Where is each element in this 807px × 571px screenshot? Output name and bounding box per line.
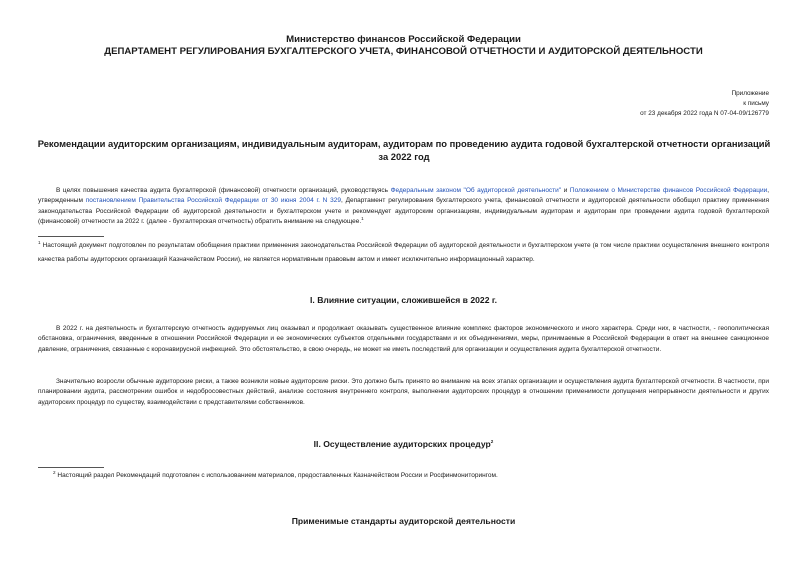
intro-paragraph [38,186,769,228]
intro-text-3: , утвержденным [38,187,770,205]
section-2-heading [0,438,807,450]
footnote-divider-1 [38,236,104,237]
footnote-ref-2[interactable]: 2 [490,439,494,445]
document-title: Рекомендации аудиторским организациям, индивидуальным аудиторам, аудиторам по проведению аудита годовой бухгалтерской отчетности организаций за 2022 год [37,138,771,162]
intro-text-2: и [561,187,570,194]
footnote-2-text: Настоящий раздел Рекомендаций подготовлен с использованием материалов, предоставленных Казначейством России и Росфинмониторингом. [57,472,498,479]
appendix-label: Приложение [731,90,769,97]
footnote-2-mark: 2 [53,469,56,475]
footnote-1-text: Настоящий документ подготовлен по результатам обобщения практики применения законодательства Российской Федерации об аудиторской деятельности и бухгалтерском учете (в том числе практики осуществления внешнего контроля качества работы аудиторских организаций Казначейством России), не является нормативным правовым актом и имеет исключительно информационный характер. [38,242,769,263]
intro-text-1: В целях повышения качества аудита бухгалтерской (финансовой) отчетности организаций, руководствуясь [56,187,391,194]
footnote-divider-2 [38,467,104,468]
section-1-heading: I. Влияние ситуации, сложившейся в 2022 г. [310,295,497,305]
section-1-paragraph-1: В 2022 г. на деятельность и бухгалтерскую отчетность аудируемых лиц оказывал и продолжает оказывать существенное влияние комплекс факторов экономического и иного характера. Среди них, в частности, - геополитическая обстановка, ограничения, введенные в отношении Российской Федерации и ее экономических субъектов отдельными государствами и их объединениями, меры, принимаемые в Российской Федерации в ответ на внешнее санкционное давление, ограничения, связанные с коронавирусной инфекцией. Это обстоятельство, в свою очередь, не может не иметь последствий для организации и осуществления аудита бухгалтерской отчетности. [38,325,769,353]
intro-text-4: , Департамент регулирования бухгалтерского учета, финансовой отчетности и аудиторской деятельности обобщил практику применения законодательства Российской Федерации об аудиторской деятельности и бухгалтерском учете и рекомендует аудиторским организациям, индивидуальным аудиторам и аудиторам при проведении аудита годовой бухгалтерской (финансовой) отчетности за 2022 г. (далее - бухгалтерская отчетность) обратить внимание на следующее. [38,197,769,226]
subsection-heading: Применимые стандарты аудиторской деятельности [291,516,516,526]
appendix-to-letter: к письму [743,100,769,107]
link-government-decree[interactable]: постановлением Правительства Российской Федерации от 30 июня 2004 г. N 329 [85,197,342,205]
appendix-letter-ref: от 23 декабря 2022 года N 07-04-09/126779 [640,110,769,117]
appendix-block [369,89,769,119]
ministry-name: Министерство финансов Российской Федерации [286,34,521,45]
footnote-2 [53,471,769,481]
footnote-ref-1[interactable]: 1 [361,216,364,222]
link-audit-law[interactable]: Федеральным законом "Об аудиторской деятельности" [390,187,562,194]
section-2-heading-text: II. Осуществление аудиторских процедур [313,439,491,449]
footnote-1 [38,239,769,267]
department-name: ДЕПАРТАМЕНТ РЕГУЛИРОВАНИЯ БУХГАЛТЕРСКОГО УЧЕТА, ФИНАНСОВОЙ ОТЧЕТНОСТИ И АУДИТОРСКОЙ ДЕЯТЕЛЬНОСТИ [104,46,703,57]
link-ministry-regulation[interactable]: Положением о Министерстве финансов Российской Федерации [569,187,768,194]
section-1-paragraph-2: Значительно возросли обычные аудиторские риски, а также возникли новые аудиторские риски. Это должно быть принято во внимание на всех этапах организации и осуществления аудита бухгалтерской отчетности. В частности, при планировании аудита, рассмотрении ошибок и недобросовестных действий, анализе состояния внутреннего контроля, выполнении аудиторских процедур в отношении применимости допущения непрерывности деятельности и других аудиторских процедур по существу, взаимодействии с представителями собственников. [38,378,769,406]
footnote-1-mark: 1 [38,239,41,245]
